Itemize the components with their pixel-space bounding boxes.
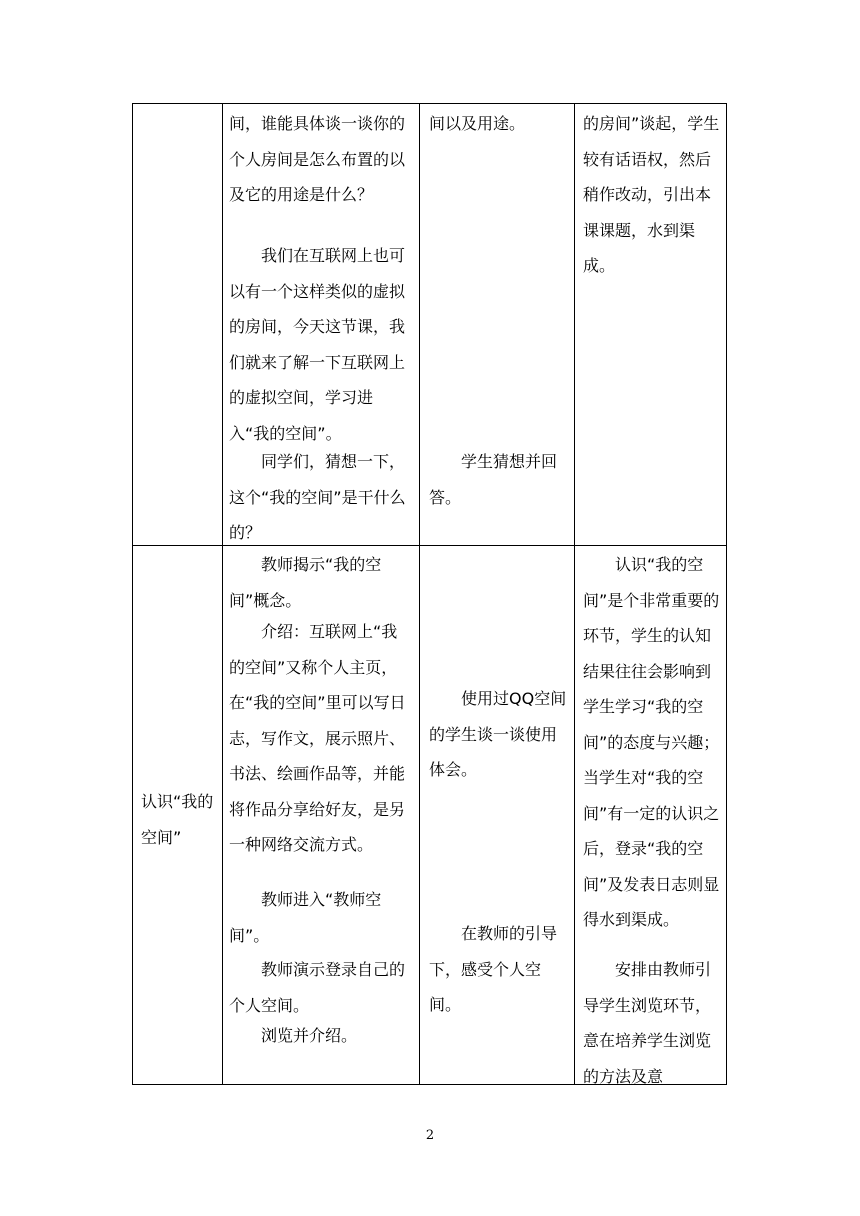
design-intent-text: 的房间”谈起，学生较有话语权，然后稍作改动，引出本课课题，水到渠成。 [583,114,720,275]
teacher-activity-text: 教师进入“教师空间”。 [229,890,382,945]
teacher-activity-text: 间，谁能具体谈一谈你的个人房间是怎么布置的以及它的用途是什么？ [229,114,406,204]
lesson-plan-table [132,103,727,1085]
teacher-activity-text: 我们在互联网上也可以有一个这样类似的虚拟的房间，今天这节课，我们就来了解一下互联网上的虚拟空间，学习进入“我的空间”。 [229,246,406,443]
student-activity-text: 使用过QQ空间的学生谈一谈使用体会。 [429,689,567,779]
column-divider [222,104,223,1084]
student-activity-text: 间以及用途。 [429,114,526,133]
teacher-activity-text: 介绍：互联网上“我的空间”又称个人主页，在“我的空间”里可以写日志，写作文，展示照片、书法、绘画作品等，并能将作品分享给好友，是另一种网络交流方式。 [229,622,406,854]
page-number: 2 [425,1128,435,1143]
row-divider [133,545,726,546]
teacher-activity-text: 教师演示登录自己的个人空间。 [229,960,406,1015]
teacher-activity-text: 浏览并介绍。 [261,1026,358,1045]
student-activity-text: 在教师的引导下，感受个人空间。 [429,924,558,1014]
column-divider [574,104,575,1084]
student-activity-text: 学生猜想并回答。 [429,452,558,507]
stage-label: 认识“我的空间” [141,792,214,847]
teacher-activity-text: 同学们，猜想一下，这个“我的空间”是干什么的？ [229,452,406,542]
column-divider [419,104,420,1084]
design-intent-text: 安排由教师引导学生浏览环节，意在培养学生浏览的方法及意 [583,960,712,1086]
teacher-activity-text: 教师揭示“我的空间”概念。 [229,555,382,610]
design-intent-text: 认识“我的空间”是个非常重要的环节，学生的认知结果往往会影响到学生学习“我的空间”的态度与兴趣；当学生对“我的空间”有一定的认识之后，登录“我的空间”及发表日志则显得水到渠成。 [583,555,720,929]
